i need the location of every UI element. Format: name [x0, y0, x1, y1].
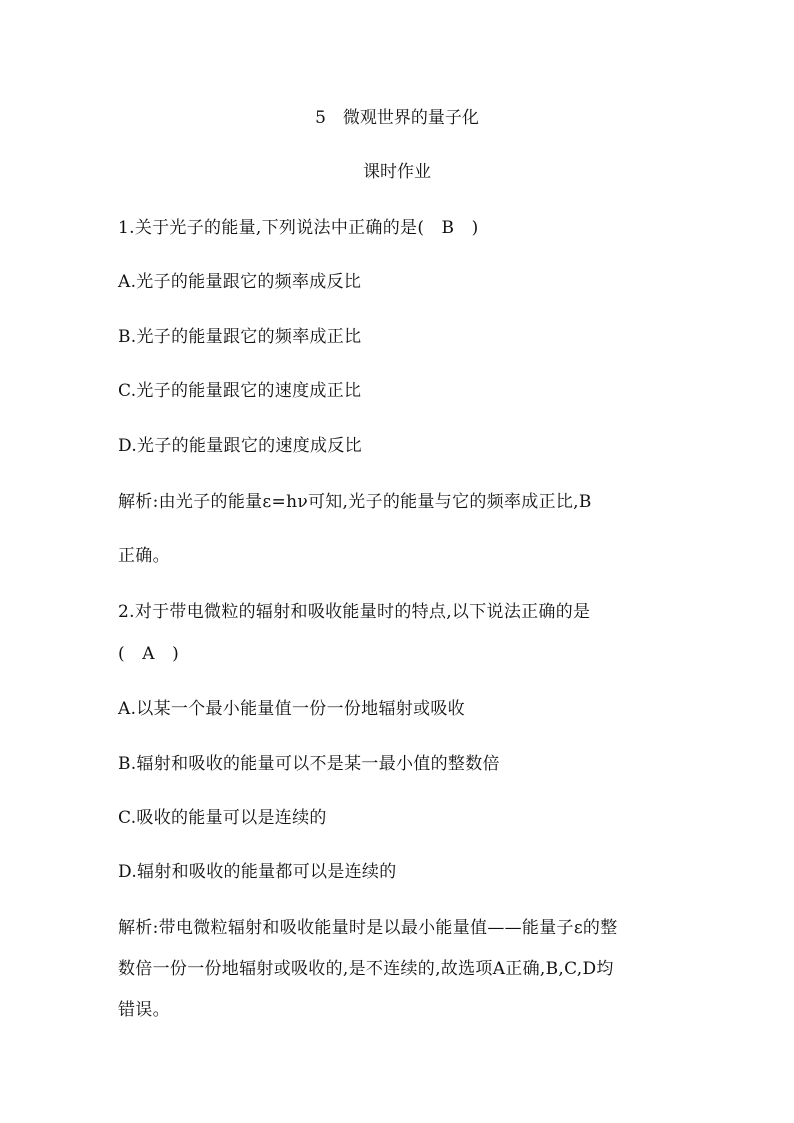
question-2-option-b: B.辐射和吸收的能量可以不是某一最小值的整数倍	[118, 754, 500, 774]
question-1-analysis-line-2: 正确。	[118, 546, 170, 566]
question-2-option-a: A.以某一个最小能量值一份一份地辐射或吸收	[118, 699, 465, 719]
question-1-analysis-line-1: 解析:由光子的能量ε=hν可知,光子的能量与它的频率成正比,B	[118, 492, 592, 512]
document-title: 5 微观世界的量子化	[315, 108, 479, 128]
question-2-option-d: D.辐射和吸收的能量都可以是连续的	[118, 862, 397, 882]
question-1-option-d: D.光子的能量跟它的速度成反比	[118, 436, 362, 456]
document-subtitle: 课时作业	[363, 162, 431, 182]
question-2-stem-line-2: ( A )	[118, 644, 180, 664]
question-1-option-b: B.光子的能量跟它的频率成正比	[118, 327, 362, 347]
question-2-analysis-line-2: 数倍一份一份地辐射或吸收的,是不连续的,故选项A正确,B,C,D均	[118, 959, 614, 979]
question-2-stem-line-1: 2.对于带电微粒的辐射和吸收能量时的特点,以下说法正确的是	[118, 602, 591, 622]
question-2-option-c: C.吸收的能量可以是连续的	[118, 808, 327, 828]
question-2-analysis-line-3: 错误。	[118, 1000, 170, 1020]
question-2-analysis-line-1: 解析:带电微粒辐射和吸收能量时是以最小能量值——能量子ε的整	[118, 918, 618, 938]
question-1-stem: 1.关于光子的能量,下列说法中正确的是( B )	[118, 218, 479, 238]
question-1-option-a: A.光子的能量跟它的频率成反比	[118, 272, 362, 292]
question-1-option-c: C.光子的能量跟它的速度成正比	[118, 381, 362, 401]
